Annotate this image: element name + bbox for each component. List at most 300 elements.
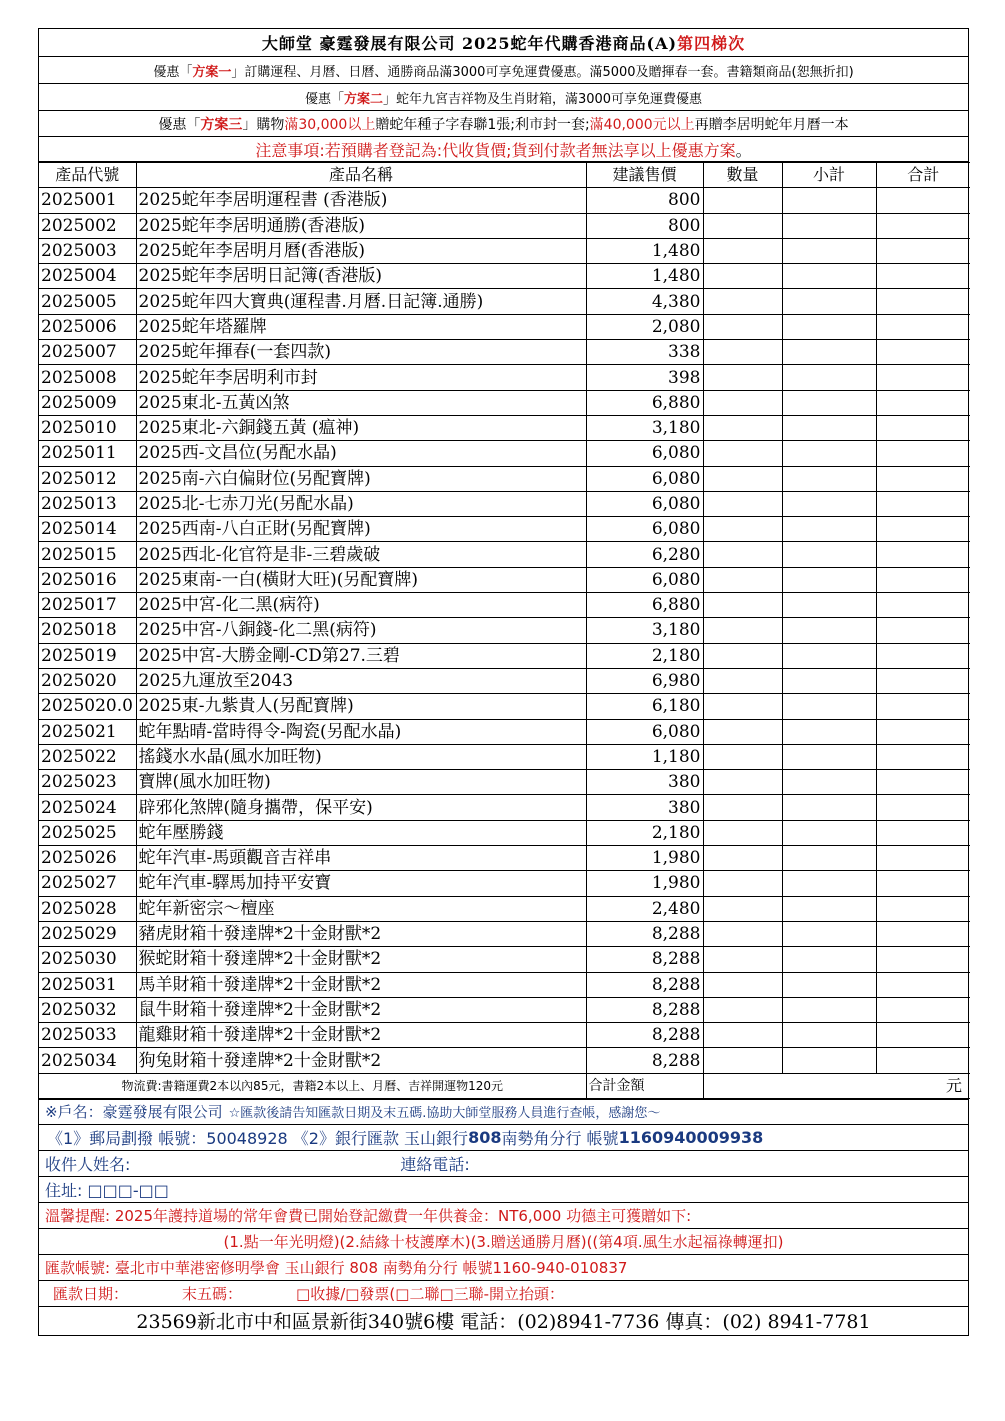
product-name: 2025蛇年揮春(一套四款) bbox=[136, 340, 586, 365]
plan-three-name: 方案三 bbox=[200, 116, 243, 133]
product-name: 豬虎財箱十發達牌*2十金財獸*2 bbox=[136, 921, 586, 946]
product-name: 2025蛇年李居明日記簿(香港版) bbox=[136, 264, 586, 289]
remit-date-line[interactable] bbox=[39, 1281, 968, 1307]
product-code: 2025020.0 bbox=[39, 694, 136, 719]
subtotal-cell[interactable] bbox=[782, 846, 876, 871]
product-price: 6,080 bbox=[586, 567, 703, 592]
quantity-cell[interactable] bbox=[703, 441, 782, 466]
product-code: 2025033 bbox=[39, 1023, 136, 1048]
total-cell[interactable] bbox=[876, 213, 970, 238]
product-code: 2025027 bbox=[39, 871, 136, 896]
reminder-line-1 bbox=[39, 1203, 968, 1229]
address-label: 住址: □□□-□□ bbox=[45, 1180, 169, 1200]
product-code: 2025017 bbox=[39, 593, 136, 618]
total-cell[interactable] bbox=[876, 415, 970, 440]
product-name: 2025東北-六銅錢五黃 (瘟神) bbox=[136, 415, 586, 440]
product-name: 2025東北-五黃凶煞 bbox=[136, 390, 586, 415]
subtotal-cell[interactable] bbox=[782, 238, 876, 263]
product-name: 蛇年新密宗～檀座 bbox=[136, 896, 586, 921]
total-cell[interactable] bbox=[876, 340, 970, 365]
account-text-1: 《1》郵局劃撥 帳號：50048928 《2》銀行匯款 玉山銀行 bbox=[47, 1128, 469, 1148]
product-name: 2025東-九紫貴人(另配寶牌) bbox=[136, 694, 586, 719]
total-cell[interactable] bbox=[876, 1023, 970, 1048]
notice-text: 注意事項:若預購者登記為:代收貨價;貨到付款者無法享以上優惠方案 bbox=[255, 140, 736, 160]
product-price: 800 bbox=[586, 213, 703, 238]
product-price: 4,380 bbox=[586, 289, 703, 314]
quantity-cell[interactable] bbox=[703, 719, 782, 744]
product-code: 2025023 bbox=[39, 770, 136, 795]
subtotal-cell[interactable] bbox=[782, 517, 876, 542]
quantity-cell[interactable] bbox=[703, 289, 782, 314]
remit-account-text: 匯款帳號: 臺北市中華港密修明學會 玉山銀行 808 南勢角分行 帳號1160-940-010837 bbox=[45, 1258, 628, 1277]
total-cell[interactable] bbox=[876, 238, 970, 263]
col-header-qty: 數量 bbox=[703, 163, 782, 188]
subtotal-cell[interactable] bbox=[782, 593, 876, 618]
subtotal-cell[interactable] bbox=[782, 871, 876, 896]
total-cell[interactable] bbox=[876, 846, 970, 871]
product-code: 2025015 bbox=[39, 542, 136, 567]
subtotal-cell[interactable] bbox=[782, 668, 876, 693]
total-cell[interactable] bbox=[876, 997, 970, 1022]
subtotal-cell[interactable] bbox=[782, 770, 876, 795]
product-name: 龍雞財箱十發達牌*2十金財獸*2 bbox=[136, 1023, 586, 1048]
quantity-cell[interactable] bbox=[703, 390, 782, 415]
table-row bbox=[39, 340, 970, 365]
subtotal-cell[interactable] bbox=[782, 820, 876, 845]
footer-address-line bbox=[39, 1307, 968, 1335]
quantity-cell[interactable] bbox=[703, 770, 782, 795]
quantity-cell[interactable] bbox=[703, 947, 782, 972]
product-name: 2025西-文昌位(另配水晶) bbox=[136, 441, 586, 466]
title-main: 大師堂 豪霆發展有限公司 2025蛇年代購香港商品(A) bbox=[261, 34, 678, 53]
table-row bbox=[39, 390, 970, 415]
plan-three-line bbox=[39, 111, 968, 137]
total-cell[interactable] bbox=[876, 643, 970, 668]
subtotal-cell[interactable] bbox=[782, 972, 876, 997]
payee-label: ※戶名：豪霆發展有限公司 bbox=[45, 1103, 223, 1122]
account-line bbox=[39, 1125, 968, 1151]
product-name: 2025蛇年李居明通勝(香港版) bbox=[136, 213, 586, 238]
product-code: 2025014 bbox=[39, 517, 136, 542]
product-price: 800 bbox=[586, 188, 703, 213]
product-code: 2025003 bbox=[39, 238, 136, 263]
quantity-cell[interactable] bbox=[703, 365, 782, 390]
product-code: 2025011 bbox=[39, 441, 136, 466]
product-price: 6,880 bbox=[586, 593, 703, 618]
recipient-label: 收件人姓名: bbox=[45, 1154, 131, 1174]
product-name: 2025東南-一白(橫財大旺)(另配寶牌) bbox=[136, 567, 586, 592]
total-unit: 元 bbox=[945, 1075, 962, 1095]
total-cell[interactable] bbox=[876, 390, 970, 415]
product-price: 2,480 bbox=[586, 896, 703, 921]
table-row bbox=[39, 1048, 970, 1073]
total-cell[interactable] bbox=[876, 593, 970, 618]
quantity-cell[interactable] bbox=[703, 1023, 782, 1048]
subtotal-cell[interactable] bbox=[782, 289, 876, 314]
subtotal-cell[interactable] bbox=[782, 314, 876, 339]
total-cell[interactable] bbox=[876, 542, 970, 567]
quantity-cell[interactable] bbox=[703, 415, 782, 440]
quantity-cell[interactable] bbox=[703, 264, 782, 289]
total-cell[interactable] bbox=[876, 618, 970, 643]
product-price: 6,080 bbox=[586, 466, 703, 491]
total-cell[interactable] bbox=[876, 820, 970, 845]
quantity-cell[interactable] bbox=[703, 567, 782, 592]
product-name: 蛇年汽車-馬頭觀音吉祥串 bbox=[136, 846, 586, 871]
shipping-note: 物流費:書籍運費2本以內85元，書籍2本以上、月曆、吉祥開運物120元 bbox=[39, 1073, 586, 1098]
product-price: 6,980 bbox=[586, 668, 703, 693]
quantity-cell[interactable] bbox=[703, 593, 782, 618]
product-price: 338 bbox=[586, 340, 703, 365]
quantity-cell[interactable] bbox=[703, 972, 782, 997]
quantity-cell[interactable] bbox=[703, 238, 782, 263]
subtotal-cell[interactable] bbox=[782, 997, 876, 1022]
table-row bbox=[39, 795, 970, 820]
total-cell[interactable] bbox=[876, 264, 970, 289]
col-header-code: 產品代號 bbox=[39, 163, 136, 188]
product-code: 2025006 bbox=[39, 314, 136, 339]
phone-label: 連絡電話: bbox=[400, 1154, 470, 1174]
table-row bbox=[39, 618, 970, 643]
plan-three-threshold-2: 滿40,000元以上 bbox=[589, 116, 695, 133]
table-header-row bbox=[39, 163, 970, 188]
total-cell[interactable] bbox=[876, 466, 970, 491]
product-name: 2025蛇年李居明利市封 bbox=[136, 365, 586, 390]
plan-three-mid2: 贈蛇年種子字春聯1張;利市封一套; bbox=[375, 116, 590, 133]
table-row bbox=[39, 466, 970, 491]
total-cell[interactable] bbox=[876, 441, 970, 466]
product-price: 8,288 bbox=[586, 1048, 703, 1073]
subtotal-cell[interactable] bbox=[782, 896, 876, 921]
table-row bbox=[39, 289, 970, 314]
subtotal-cell[interactable] bbox=[782, 491, 876, 516]
total-cell[interactable] bbox=[876, 896, 970, 921]
total-cell[interactable] bbox=[876, 921, 970, 946]
product-price: 380 bbox=[586, 770, 703, 795]
table-row bbox=[39, 820, 970, 845]
total-cell[interactable] bbox=[876, 795, 970, 820]
col-header-name: 產品名稱 bbox=[136, 163, 586, 188]
quantity-cell[interactable] bbox=[703, 871, 782, 896]
plan-one-line bbox=[39, 57, 968, 84]
table-row bbox=[39, 1023, 970, 1048]
product-name: 狗兔財箱十發達牌*2十金財獸*2 bbox=[136, 1048, 586, 1073]
total-cell[interactable] bbox=[876, 517, 970, 542]
remit-date-label: 匯款日期： bbox=[53, 1284, 129, 1303]
product-code: 2025028 bbox=[39, 896, 136, 921]
subtotal-cell[interactable] bbox=[782, 921, 876, 946]
product-name: 2025蛇年李居明月曆(香港版) bbox=[136, 238, 586, 263]
reminder-text-1: 溫馨提醒: 2025年護持道場的常年會費已開始登記繳費一年供養金：NT6,000 功德主可獲贈如下: bbox=[45, 1206, 692, 1225]
product-code: 2025025 bbox=[39, 820, 136, 845]
notice-line bbox=[39, 137, 968, 162]
product-name: 猴蛇財箱十發達牌*2十金財獸*2 bbox=[136, 947, 586, 972]
product-name: 寶牌(風水加旺物) bbox=[136, 770, 586, 795]
quantity-cell[interactable] bbox=[703, 896, 782, 921]
plan-three-text: 再贈李居明蛇年月曆一本 bbox=[694, 116, 849, 133]
subtotal-cell[interactable] bbox=[782, 466, 876, 491]
product-code: 2025002 bbox=[39, 213, 136, 238]
product-code: 2025010 bbox=[39, 415, 136, 440]
subtotal-cell[interactable] bbox=[782, 947, 876, 972]
product-price: 6,180 bbox=[586, 694, 703, 719]
total-cell[interactable] bbox=[876, 314, 970, 339]
quantity-cell[interactable] bbox=[703, 466, 782, 491]
product-code: 2025018 bbox=[39, 618, 136, 643]
table-row bbox=[39, 921, 970, 946]
product-name: 2025九運放至2043 bbox=[136, 668, 586, 693]
table-row bbox=[39, 694, 970, 719]
footer-address: 23569新北市中和區景新街340號6樓 電話：(02)8941-7736 傳真：(02) 8941-7781 bbox=[136, 1311, 871, 1334]
title-batch: 第四梯次 bbox=[677, 34, 746, 53]
quantity-cell[interactable] bbox=[703, 517, 782, 542]
product-price: 8,288 bbox=[586, 1023, 703, 1048]
product-name: 辟邪化煞牌(隨身攜帶，保平安) bbox=[136, 795, 586, 820]
product-price: 2,180 bbox=[586, 643, 703, 668]
product-price: 8,288 bbox=[586, 921, 703, 946]
table-row bbox=[39, 947, 970, 972]
table-row bbox=[39, 871, 970, 896]
plan-one-prefix: 優惠「 bbox=[153, 64, 193, 80]
subtotal-cell[interactable] bbox=[782, 365, 876, 390]
total-amount-field[interactable] bbox=[703, 1073, 970, 1098]
product-price: 6,080 bbox=[586, 491, 703, 516]
total-cell[interactable] bbox=[876, 289, 970, 314]
table-row bbox=[39, 896, 970, 921]
product-price: 8,288 bbox=[586, 997, 703, 1022]
quantity-cell[interactable] bbox=[703, 744, 782, 769]
subtotal-cell[interactable] bbox=[782, 542, 876, 567]
product-price: 1,180 bbox=[586, 744, 703, 769]
table-row bbox=[39, 314, 970, 339]
total-cell[interactable] bbox=[876, 491, 970, 516]
total-cell[interactable] bbox=[876, 567, 970, 592]
order-form bbox=[38, 28, 969, 1336]
table-row bbox=[39, 593, 970, 618]
subtotal-cell[interactable] bbox=[782, 415, 876, 440]
table-row bbox=[39, 238, 970, 263]
subtotal-cell[interactable] bbox=[782, 719, 876, 744]
subtotal-cell[interactable] bbox=[782, 340, 876, 365]
quantity-cell[interactable] bbox=[703, 542, 782, 567]
payee-line bbox=[39, 1099, 968, 1125]
plan-two-prefix: 優惠「 bbox=[304, 91, 344, 107]
table-row bbox=[39, 542, 970, 567]
total-cell[interactable] bbox=[876, 668, 970, 693]
product-code: 2025001 bbox=[39, 188, 136, 213]
total-cell[interactable] bbox=[876, 972, 970, 997]
total-label: 合計金額 bbox=[586, 1073, 703, 1098]
product-price: 6,080 bbox=[586, 441, 703, 466]
product-price: 3,180 bbox=[586, 415, 703, 440]
plan-three-threshold-1: 滿30,000以上 bbox=[284, 116, 376, 133]
product-name: 蛇年壓勝錢 bbox=[136, 820, 586, 845]
product-name: 2025中宮-八銅錢-化二黑(病符) bbox=[136, 618, 586, 643]
quantity-cell[interactable] bbox=[703, 997, 782, 1022]
subtotal-cell[interactable] bbox=[782, 694, 876, 719]
col-header-price: 建議售價 bbox=[586, 163, 703, 188]
quantity-cell[interactable] bbox=[703, 668, 782, 693]
total-cell[interactable] bbox=[876, 1048, 970, 1073]
product-name: 2025蛇年李居明運程書 (香港版) bbox=[136, 188, 586, 213]
table-row bbox=[39, 744, 970, 769]
subtotal-cell[interactable] bbox=[782, 643, 876, 668]
product-price: 1,980 bbox=[586, 871, 703, 896]
table-row bbox=[39, 517, 970, 542]
plan-one-text: 」訂購運程、月曆、日曆、通勝商品滿3000可享免運費優惠。滿5000及贈揮春一套。書籍類商品(恕無折扣) bbox=[231, 64, 854, 80]
table-row bbox=[39, 441, 970, 466]
plan-three-prefix: 優惠「 bbox=[158, 116, 201, 133]
product-price: 2,180 bbox=[586, 820, 703, 845]
plan-three-mid1: 」購物 bbox=[242, 116, 285, 133]
product-code: 2025020 bbox=[39, 668, 136, 693]
subtotal-cell[interactable] bbox=[782, 1048, 876, 1073]
total-cell[interactable] bbox=[876, 871, 970, 896]
table-row bbox=[39, 668, 970, 693]
table-row bbox=[39, 188, 970, 213]
product-code: 2025034 bbox=[39, 1048, 136, 1073]
quantity-cell[interactable] bbox=[703, 314, 782, 339]
quantity-cell[interactable] bbox=[703, 491, 782, 516]
table-row bbox=[39, 846, 970, 871]
product-name: 鼠牛財箱十發達牌*2十金財獸*2 bbox=[136, 997, 586, 1022]
product-code: 2025009 bbox=[39, 390, 136, 415]
quantity-cell[interactable] bbox=[703, 694, 782, 719]
product-code: 2025021 bbox=[39, 719, 136, 744]
product-code: 2025016 bbox=[39, 567, 136, 592]
total-cell[interactable] bbox=[876, 719, 970, 744]
product-code: 2025005 bbox=[39, 289, 136, 314]
product-price: 398 bbox=[586, 365, 703, 390]
product-price: 8,288 bbox=[586, 972, 703, 997]
product-code: 2025012 bbox=[39, 466, 136, 491]
quantity-cell[interactable] bbox=[703, 1048, 782, 1073]
last-five-label: 末五碼： bbox=[182, 1284, 243, 1303]
subtotal-cell[interactable] bbox=[782, 744, 876, 769]
total-cell[interactable] bbox=[876, 694, 970, 719]
subtotal-cell[interactable] bbox=[782, 213, 876, 238]
col-header-total: 合計 bbox=[876, 163, 970, 188]
product-code: 2025031 bbox=[39, 972, 136, 997]
product-code: 2025030 bbox=[39, 947, 136, 972]
subtotal-cell[interactable] bbox=[782, 795, 876, 820]
receipt-options[interactable]: □收據/□發票(□二聯□三聯-開立抬頭： bbox=[296, 1284, 565, 1303]
shipping-row bbox=[39, 1073, 970, 1098]
reminder-line-2 bbox=[39, 1229, 968, 1255]
product-code: 2025026 bbox=[39, 846, 136, 871]
bank-code: 808 bbox=[468, 1127, 502, 1147]
quantity-cell[interactable] bbox=[703, 795, 782, 820]
product-code: 2025007 bbox=[39, 340, 136, 365]
address-line[interactable] bbox=[39, 1177, 968, 1203]
product-price: 6,280 bbox=[586, 542, 703, 567]
product-code: 2025019 bbox=[39, 643, 136, 668]
account-text-2: 南勢角分行 帳號 bbox=[501, 1128, 619, 1148]
product-code: 2025032 bbox=[39, 997, 136, 1022]
table-row bbox=[39, 997, 970, 1022]
subtotal-cell[interactable] bbox=[782, 264, 876, 289]
table-row bbox=[39, 365, 970, 390]
plan-two-name: 方案二 bbox=[343, 91, 383, 107]
account-number: 1160940009938 bbox=[618, 1127, 764, 1147]
product-code: 2025008 bbox=[39, 365, 136, 390]
quantity-cell[interactable] bbox=[703, 820, 782, 845]
product-price: 6,080 bbox=[586, 719, 703, 744]
table-row bbox=[39, 719, 970, 744]
product-name: 2025蛇年四大寶典(運程書.月曆.日記簿.通勝) bbox=[136, 289, 586, 314]
subtotal-cell[interactable] bbox=[782, 188, 876, 213]
subtotal-cell[interactable] bbox=[782, 567, 876, 592]
product-name: 蛇年點晴-當時得令-陶瓷(另配水晶) bbox=[136, 719, 586, 744]
plan-one-name: 方案一 bbox=[192, 64, 232, 80]
product-price: 1,480 bbox=[586, 238, 703, 263]
subtotal-cell[interactable] bbox=[782, 390, 876, 415]
product-price: 380 bbox=[586, 795, 703, 820]
col-header-subtotal: 小計 bbox=[782, 163, 876, 188]
table-row bbox=[39, 770, 970, 795]
total-cell[interactable] bbox=[876, 744, 970, 769]
product-price: 3,180 bbox=[586, 618, 703, 643]
reminder-text-2: (1.點一年光明燈)(2.結緣十枝護摩木)(3.贈送通勝月曆)((第4項.風生水起福祿轉運扣) bbox=[223, 1232, 784, 1251]
total-cell[interactable] bbox=[876, 770, 970, 795]
plan-two-text: 」蛇年九宮吉祥物及生肖財箱，滿3000可享免運費優惠 bbox=[382, 91, 703, 107]
product-name: 2025西北-化官符是非-三碧歲破 bbox=[136, 542, 586, 567]
quantity-cell[interactable] bbox=[703, 618, 782, 643]
product-table bbox=[39, 162, 970, 1099]
table-row bbox=[39, 491, 970, 516]
total-cell[interactable] bbox=[876, 947, 970, 972]
table-row bbox=[39, 643, 970, 668]
table-row bbox=[39, 264, 970, 289]
product-name: 2025中宮-大勝金剛-CD第27.三碧 bbox=[136, 643, 586, 668]
product-price: 1,480 bbox=[586, 264, 703, 289]
product-name: 2025中宮-化二黑(病符) bbox=[136, 593, 586, 618]
quantity-cell[interactable] bbox=[703, 921, 782, 946]
quantity-cell[interactable] bbox=[703, 188, 782, 213]
quantity-cell[interactable] bbox=[703, 340, 782, 365]
product-name: 2025西南-八白正財(另配寶牌) bbox=[136, 517, 586, 542]
product-name: 2025北-七赤刀光(另配水晶) bbox=[136, 491, 586, 516]
remit-account-line bbox=[39, 1255, 968, 1281]
total-cell[interactable] bbox=[876, 365, 970, 390]
product-name: 蛇年汽車-驛馬加持平安寶 bbox=[136, 871, 586, 896]
product-name: 2025蛇年塔羅牌 bbox=[136, 314, 586, 339]
product-code: 2025013 bbox=[39, 491, 136, 516]
total-cell[interactable] bbox=[876, 188, 970, 213]
product-name: 2025南-六白偏財位(另配寶牌) bbox=[136, 466, 586, 491]
product-code: 2025022 bbox=[39, 744, 136, 769]
product-code: 2025024 bbox=[39, 795, 136, 820]
product-name: 馬羊財箱十發達牌*2十金財獸*2 bbox=[136, 972, 586, 997]
subtotal-cell[interactable] bbox=[782, 1023, 876, 1048]
table-row bbox=[39, 415, 970, 440]
quantity-cell[interactable] bbox=[703, 846, 782, 871]
product-price: 8,288 bbox=[586, 947, 703, 972]
payee-note: ☆匯款後請告知匯款日期及末五碼.協助大師堂服務人員進行查帳，感謝您～ bbox=[228, 1106, 661, 1122]
subtotal-cell[interactable] bbox=[782, 441, 876, 466]
notice-dot: 。 bbox=[735, 140, 752, 160]
subtotal-cell[interactable] bbox=[782, 618, 876, 643]
product-code: 2025029 bbox=[39, 921, 136, 946]
table-row bbox=[39, 972, 970, 997]
table-row bbox=[39, 213, 970, 238]
product-price: 2,080 bbox=[586, 314, 703, 339]
form-title bbox=[39, 29, 968, 57]
quantity-cell[interactable] bbox=[703, 643, 782, 668]
quantity-cell[interactable] bbox=[703, 213, 782, 238]
recipient-line[interactable] bbox=[39, 1151, 968, 1177]
plan-two-line bbox=[39, 84, 968, 111]
